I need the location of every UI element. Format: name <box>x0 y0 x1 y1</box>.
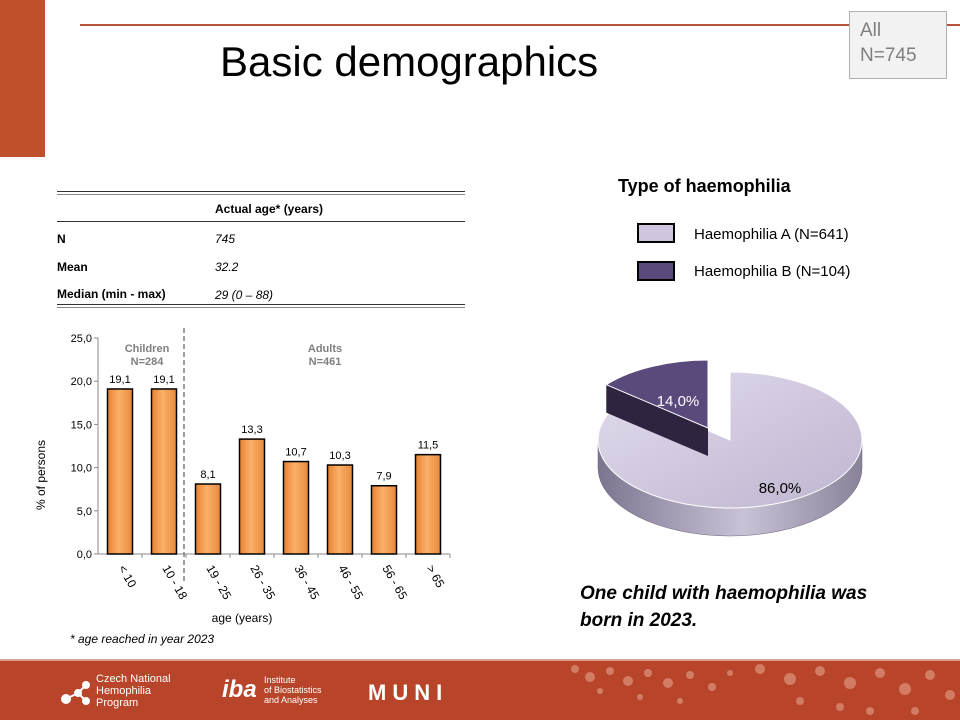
table-row-value: 29 (0 – 88) <box>215 288 274 302</box>
group-label-adults: Adults <box>307 343 343 355</box>
bar-data-label: 7,9 <box>376 470 392 483</box>
muni-logo: MUNI <box>368 680 449 705</box>
haemophilia-type-pie <box>580 350 880 560</box>
table-header: Actual age* (years) <box>215 202 324 216</box>
child-note-line-1: One child with haemophilia was <box>580 583 868 604</box>
badge-line-2: N=745 <box>860 45 917 66</box>
x-tick-label: 19 - 25 <box>203 562 235 602</box>
y-tick-label: 10,0 <box>70 462 92 475</box>
x-tick-label: 26 - 35 <box>247 562 279 602</box>
bar <box>152 389 177 554</box>
x-tick-label: 46 - 55 <box>335 562 367 602</box>
age-summary-table <box>57 190 465 310</box>
bar <box>372 486 397 554</box>
y-tick-label: 20,0 <box>70 376 92 389</box>
badge-line-1: All <box>860 20 882 41</box>
y-tick-label: 15,0 <box>70 419 92 432</box>
legend-swatch-a <box>637 223 675 243</box>
group-n-children: N=284 <box>130 356 164 368</box>
bar-data-label: 10,7 <box>285 446 307 459</box>
table-rule-mid <box>57 221 465 222</box>
bar <box>108 389 133 554</box>
bar <box>240 439 265 554</box>
group-label-children: Children <box>124 343 170 355</box>
pie-data-label-b: 14,0% <box>656 393 700 410</box>
logo2-line: and Analyses <box>264 695 318 705</box>
legend-swatch-b <box>637 261 675 281</box>
pie-title: Type of haemophilia <box>618 176 791 196</box>
footnote: * age reached in year 2023 <box>70 632 215 646</box>
x-axis-label: age (years) <box>211 611 273 625</box>
legend-label-a: Haemophilia A (N=641) <box>694 226 849 243</box>
table-row-label: Median (min - max) <box>57 287 166 301</box>
bar <box>284 462 309 554</box>
table-row-label: Mean <box>57 260 88 274</box>
bar-data-label: 19,1 <box>153 373 175 386</box>
y-axis-label: % of persons <box>34 439 48 511</box>
hemophilia-program-logo-icon <box>60 681 92 707</box>
footer-bar <box>0 661 960 720</box>
y-tick-label: 0,0 <box>76 549 92 561</box>
x-tick-label: 10 - 18 <box>159 562 191 602</box>
age-distribution-chart <box>0 320 480 630</box>
title-rule <box>80 24 960 26</box>
table-row-label: N <box>57 232 66 246</box>
legend-label-b: Haemophilia B (N=104) <box>694 263 851 280</box>
bar <box>196 484 221 554</box>
logo1-line: Hemophilia <box>96 685 152 697</box>
child-birth-note <box>580 580 940 634</box>
iba-logo-text <box>264 675 322 705</box>
logo2-line: Institute <box>264 675 296 685</box>
bar-data-label: 19,1 <box>109 373 131 386</box>
bar-data-label: 13,3 <box>241 424 263 437</box>
table-rule-top <box>57 191 465 195</box>
bar <box>328 465 353 554</box>
x-tick-label: 56 - 65 <box>379 562 411 602</box>
pie-data-label-a: 86,0% <box>758 480 802 497</box>
logo1-line: Czech National <box>96 673 171 685</box>
table-row-value: 745 <box>215 232 236 246</box>
page-title: Basic demographics <box>220 38 599 85</box>
child-note-line-2: born in 2023. <box>580 610 698 631</box>
table-row-value: 32.2 <box>215 260 239 274</box>
y-tick-label: 25,0 <box>70 333 92 345</box>
logo2-line: of Biostatistics <box>264 685 322 695</box>
bar-data-label: 11,5 <box>417 439 439 452</box>
x-tick-label: 36 - 45 <box>291 562 323 602</box>
bar-data-label: 10,3 <box>329 450 351 463</box>
accent-block <box>0 0 45 157</box>
group-n-adults: N=461 <box>308 356 342 368</box>
x-tick-label: < 10 <box>115 562 140 591</box>
total-count-badge <box>849 11 947 79</box>
iba-logo-mark: iba <box>222 676 257 703</box>
bar-data-label: 8,1 <box>200 469 216 482</box>
bar <box>416 455 441 554</box>
logo1-line: Program <box>96 697 139 709</box>
table-rule-bottom <box>57 304 465 308</box>
x-tick-label: > 65 <box>423 562 448 591</box>
y-tick-label: 5,0 <box>76 505 92 518</box>
hemophilia-program-logo-text <box>96 673 171 709</box>
